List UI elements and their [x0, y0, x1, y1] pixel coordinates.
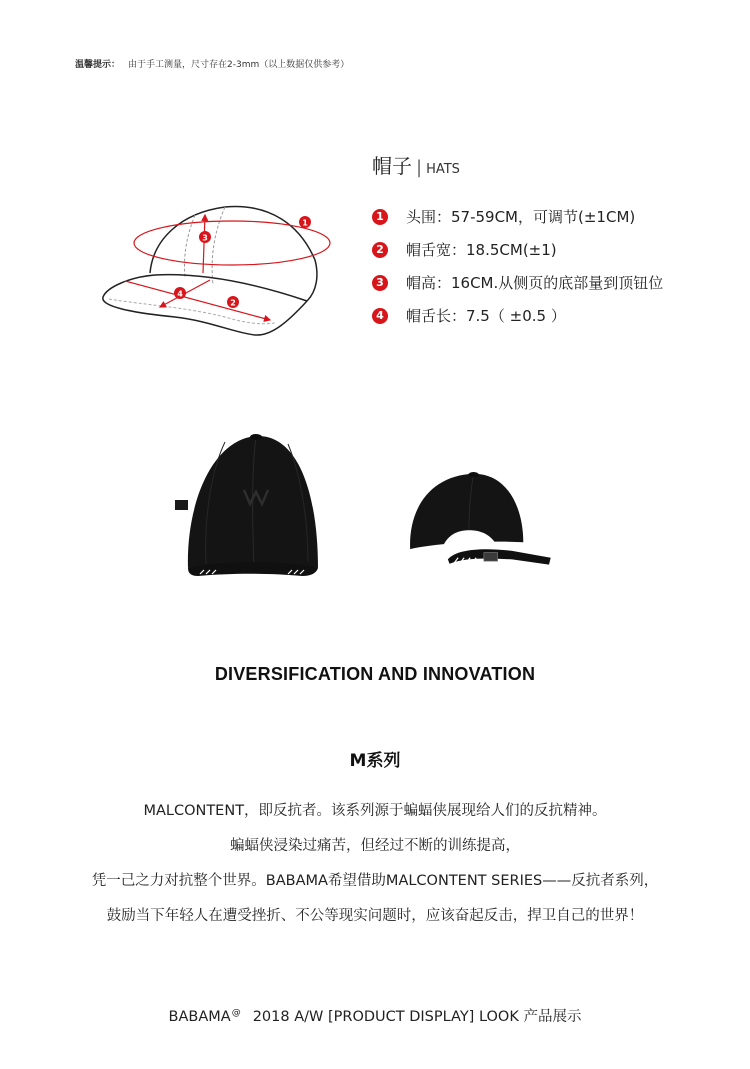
diagram-marker-3	[199, 231, 211, 243]
spec-item-brim-length	[372, 305, 566, 326]
cap-front-photo	[170, 428, 320, 588]
spec-number-badge: 1	[372, 209, 388, 225]
cap-measurement-diagram	[95, 195, 350, 345]
svg-text:4: 4	[177, 289, 183, 299]
spec-item-head-circumference	[372, 206, 635, 227]
footer-registered-mark: @	[231, 1008, 241, 1018]
size-chart-title	[372, 150, 460, 179]
description-line-3: 凭一己之力对抗整个世界。BABAMA希望借助MALCONTENT SERIES——反抗者系列，	[91, 873, 659, 889]
tip-label: 温馨提示：	[75, 60, 121, 70]
spec-text: 帽舌长：7.5（ ±0.5 ）	[406, 307, 566, 325]
title-en: HATS	[426, 162, 460, 177]
section-heading: DIVERSIFICATION AND INNOVATION	[214, 664, 536, 684]
diagram-marker-4	[174, 287, 186, 299]
svg-text:1: 1	[302, 218, 308, 228]
spec-text: 帽高：16CM.从侧页的底部量到顶钮位	[406, 274, 664, 292]
spec-number-badge: 3	[372, 275, 388, 291]
spec-text: 头围：57-59CM，可调节(±1CM)	[406, 208, 636, 226]
description-line-2: 蝙蝠侠浸染过痛苦，但经过不断的训练提高，	[230, 838, 520, 854]
spec-number-badge: 4	[372, 308, 388, 324]
svg-text:3: 3	[202, 233, 208, 243]
measurement-tip	[75, 57, 349, 70]
footer-caption	[0, 1005, 750, 1026]
spec-item-brim-width	[372, 239, 557, 260]
series-title: M系列	[349, 751, 401, 771]
description-line-1: MALCONTENT，即反抗者。该系列源于蝙蝠侠展现给人们的反抗精神。	[143, 803, 607, 819]
footer-brand: BABAMA	[168, 1009, 231, 1025]
strap-buckle	[484, 553, 498, 562]
diagram-marker-1	[299, 216, 311, 228]
cap-brim-outline	[103, 275, 307, 335]
spec-text: 帽舌宽：18.5CM(±1)	[406, 241, 557, 259]
footer-text: 2018 A/W [PRODUCT DISPLAY] LOOK 产品展示	[252, 1009, 582, 1025]
cap-back-photo	[405, 428, 555, 588]
cap-seam-line	[184, 215, 195, 277]
tip-text: 由于手工测量，尺寸存在2-3mm（以上数据仅供参考）	[128, 60, 350, 70]
diagram-marker-2	[227, 296, 239, 308]
circumference-arrow	[134, 218, 330, 265]
description-line-4: 鼓励当下年轻人在遭受挫折、不公等现实问题时，应该奋起反击，捍卫自己的世界！	[106, 908, 644, 924]
title-separator: |	[416, 157, 423, 178]
spec-item-cap-height	[372, 272, 663, 293]
spec-number-badge: 2	[372, 242, 388, 258]
svg-text:2: 2	[230, 298, 236, 308]
title-zh: 帽子	[372, 154, 412, 178]
cap-seam-line	[212, 207, 225, 285]
